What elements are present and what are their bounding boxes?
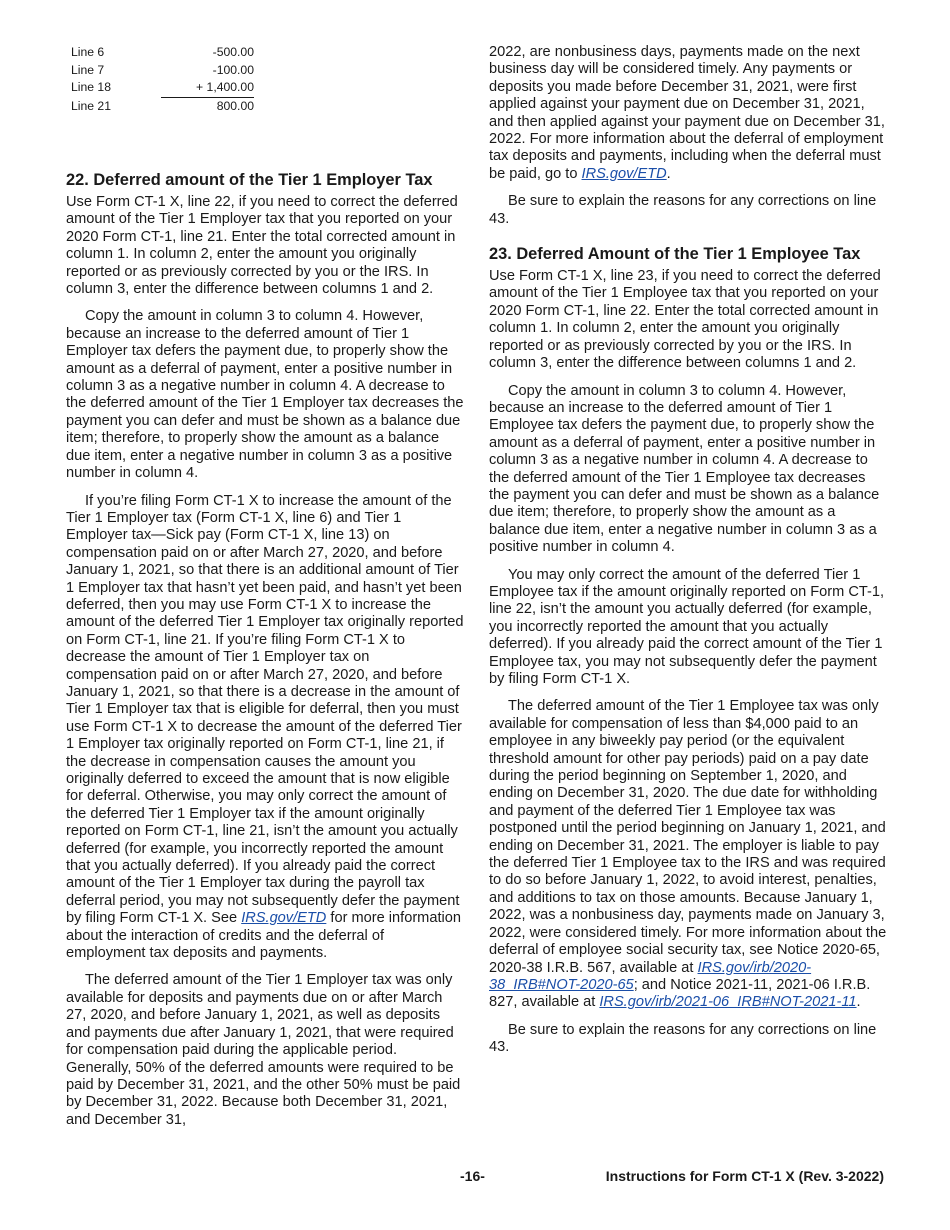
section-22-paragraph-2: Copy the amount in column 3 to column 4. However, because an increase to the deferred amount of Tier 1 Employer tax defers the payment due, to properly show the amount as a deferral of payment, enter a positive number in column 3 as a negative number in column 4. A decrease to the deferred amount of the Tier 1 Employer tax decreases the payment you can defer and must be shown as a balance due item; therefore, to properly show the amount as a balance due item, enter a negative number in column 3 as a positive number in column 4.: [66, 308, 464, 482]
calc-row-line-6: [66, 44, 254, 62]
calc-line-label: Line 7: [71, 62, 105, 77]
calc-row-line-7: [66, 62, 254, 80]
line-calculation-table: [66, 44, 464, 115]
irs-irb-2020-38-link[interactable]: IRS.gov/irb/2020-38_IRB#NOT-2020-65: [489, 959, 812, 993]
paragraph-end: .: [666, 165, 671, 182]
paragraph-text: ; and Notice 2021-11, 2021-06 I.R.B. 827, available at: [489, 976, 871, 1011]
section-23-paragraph-4: [489, 698, 887, 1011]
page-footer: [0, 1168, 950, 1188]
calc-line-value: + 1,400.00: [161, 79, 254, 98]
calc-line-label: Line 6: [71, 45, 105, 59]
left-column: [66, 44, 464, 1139]
irs-etd-link[interactable]: IRS.gov/ETD: [581, 165, 667, 182]
section-22-paragraph-1: Use Form CT-1 X, line 22, if you need to correct the deferred amount of the Tier 1 Employer tax that you reported on your 2020 Form CT-1, line 21. Enter the total corrected amount in column 1. In column 2, enter the amount you originally reported or as previously corrected by you or the IRS. In column 3, enter the difference between columns 1 and 2.: [66, 194, 458, 298]
calc-line-value: 800.00: [216, 98, 254, 113]
calc-line-label: Line 18: [71, 80, 111, 94]
calc-line-label: Line 21: [71, 98, 111, 113]
form-title: Instructions for Form CT-1 X (Rev. 3-2022): [605, 1168, 884, 1184]
section-22-paragraph-4-start: The deferred amount of the Tier 1 Employer tax was only available for deposits and payments due on or after March 27, 2020, and before January 1, 2021, as well as deposits and payments due after January 1, 2021, that were required for compensation paid during the applicable period. Generally, 50% of the deferred amounts were required to be paid by December 31, 2021, and the other 50% must be paid by December 31, 2022. Because both December 31, 2021, and December 31,: [66, 972, 461, 1128]
right-column: [489, 44, 887, 1067]
paragraph-text: If you’re filing Form CT-1 X to increase the amount of the Tier 1 Employer tax (Form CT-1 X, line 6) and Tier 1 Employer tax—Sick pay (Form CT-1 X, line 13) on compensation paid on or after March 27, 2020, and before January 1, 2021, so that there is an additional amount of Tier 1 Employer tax that hasn’t yet been paid, and hasn’t yet been deferred, then you may use Form CT-1 X to increase the amount of the deferred Tier 1 Employer tax originally reported on Form CT-1, line 21. If you’re filing Form CT-1 X to decrease the amount of Tier 1 Employer tax on compensation paid on or after March 27, 2020, and before January 1, 2021, so that there is a decrease in the amount of Tier 1 Employer tax that is eligible for deferral, then you must use Form CT-1 X to decrease the amount of the deferred Tier 1 Employer tax originally reported on Form CT-1, line 21, if the decrease in compensation causes the amount you originally deferred to exceed the amount that is now eligible for deferral. Otherwise, you may only correct the amount of the deferred Tier 1 Employer tax if the amount originally reported on Form CT-1, line 21, isn’t the amount you actually deferred (for example, you incorrectly reported the amount that you actually deferred). If you already paid the correct amount of the Tier 1 Employer tax during the payroll tax deferral period, you may not subsequently defer the payment by filing Form CT-1 X. See: [66, 492, 464, 927]
calc-line-value: -500.00: [212, 45, 254, 59]
paragraph-text: The deferred amount of the Tier 1 Employee tax was only available for compensation of less than $4,000 paid to an employee in any biweekly pay period (or the equivalent threshold amount for other pay periods) paid on a pay date during the period beginning on September 1, 2020, and ending on December 31, 2020. The due date for withholding and payment of the deferred Tier 1 Employee tax was postponed until the period beginning on January 1, 2021, and ending on December 31, 2021. The employer is liable to pay the deferred Tier 1 Employee tax to the IRS and was required to do so before January 1, 2022, to avoid interest, penalties, and additions to tax on those amounts. Because January 1, 2022, was a nonbusiness day, payments made on January 3, 2022, were considered timely. For more information about the deferral of employee social security tax, see Notice 2020-65, 2020-38 I.R.B. 567, available at: [489, 698, 887, 976]
section-23-paragraph-2: Copy the amount in column 3 to column 4. However, because an increase to the deferred amount of Tier 1 Employee tax defers the payment due, to properly show the amount as a deferral of payment, enter a positive number in column 3 as a negative number in column 4. A decrease to the deferred amount of the Tier 1 Employee tax decreases the payment you can defer and must be shown as a balance due item; therefore, to properly show the amount as a balance due item, enter a negative number in column 3 as a positive number in column 4.: [489, 382, 880, 556]
paragraph-end: .: [856, 994, 861, 1011]
section-23-heading: 23. Deferred Amount of the Tier 1 Employee Tax: [489, 245, 861, 264]
calc-line-value: -100.00: [212, 62, 254, 77]
irs-irb-2021-06-link[interactable]: IRS.gov/irb/2021-06_IRB#NOT-2021-11: [599, 994, 857, 1011]
paragraph-text: 2022, are nonbusiness days, payments made on the next business day will be considered timely. Any payments or deposits you made before December 31, 2021, were first applied against your payment due on December 31, 2021, and then applied against your payment due on December 31, 2022. For more information about the deferral of employment tax deposits and payments, including when the deferral must be paid, go to: [489, 44, 885, 182]
irs-etd-link[interactable]: IRS.gov/ETD: [241, 910, 327, 927]
section-22-paragraph-5: Be sure to explain the reasons for any corrections on line 43.: [489, 193, 877, 227]
section-22-heading: 22. Deferred amount of the Tier 1 Employer Tax: [66, 171, 433, 189]
section-22-paragraph-4-continued: [489, 44, 887, 183]
paragraph-text: for more information about the interaction of credits and the deferral of employment tax deposits and payments.: [66, 910, 461, 962]
section-23-paragraph-5: Be sure to explain the reasons for any corrections on line 43.: [489, 1021, 877, 1056]
page-number: -16-: [460, 1168, 485, 1184]
section-23-paragraph-3: You may only correct the amount of the deferred Tier 1 Employee tax if the amount originally reported on Form CT-1, line 22, isn’t the amount you actually deferred (for example, you incorrectly reported the amount that you actually deferred). If you already paid the correct amount of the Tier 1 Employee tax, you may not subsequently defer the payment by filing Form CT-1 X.: [489, 566, 885, 687]
section-23-paragraph-1: Use Form CT-1 X, line 23, if you need to correct the deferred amount of the Tier 1 Employee tax that you reported on your 2020 Form CT-1, line 22. Enter the total corrected amount in column 1. In column 2, enter the amount you originally reported or as previously corrected by you or the IRS. In column 3, enter the difference between columns 1 and 2.: [489, 268, 881, 372]
calc-row-line-21: [66, 98, 254, 116]
section-22-paragraph-3: [66, 493, 464, 963]
calc-row-line-18: [66, 79, 254, 98]
